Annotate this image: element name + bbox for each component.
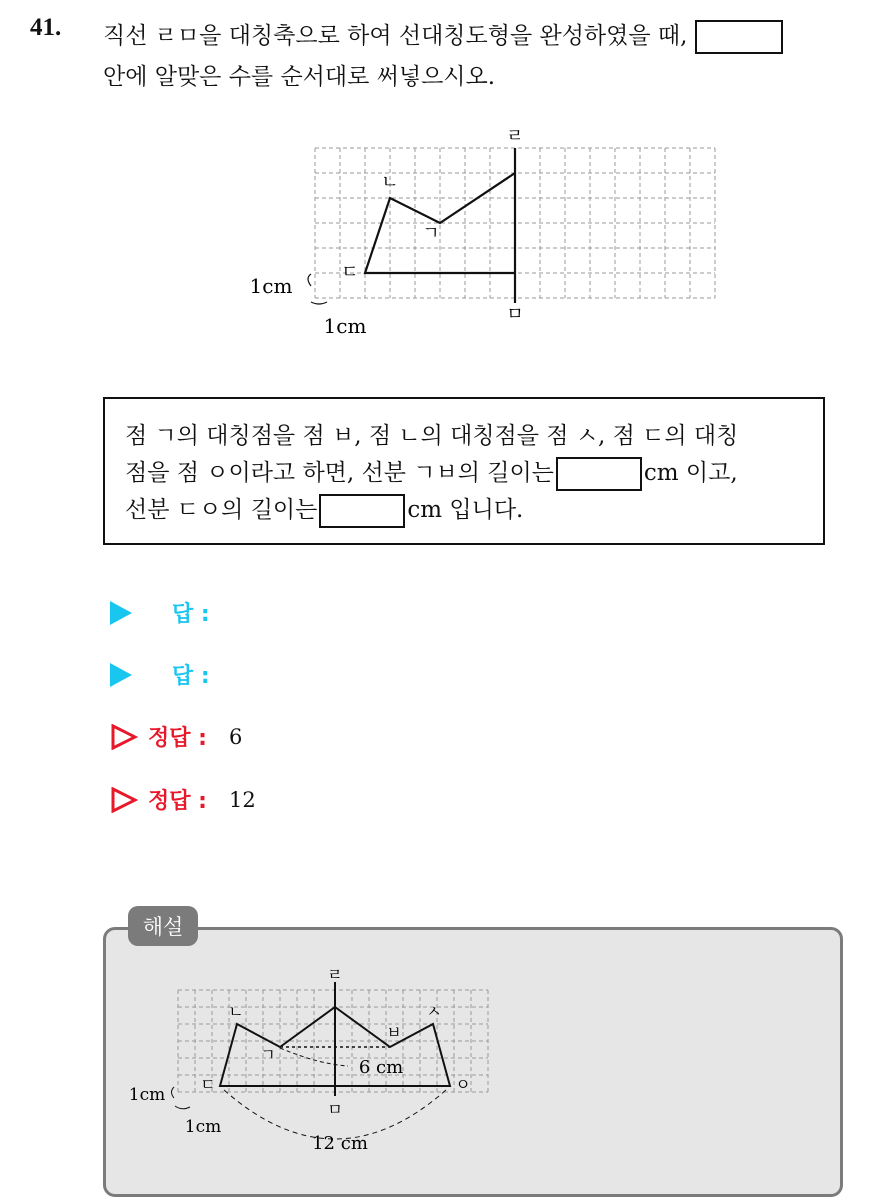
correct-value: 6 <box>228 724 243 749</box>
label-m: ㅁ <box>506 304 524 325</box>
unit-brace <box>308 274 327 304</box>
explanation-figure <box>118 968 508 1158</box>
blank-box <box>695 20 783 54</box>
condition-text-d: cm 입니다. <box>407 497 524 523</box>
condition-text-a: 점을 점 ㅇ이라고 하면, 선분 ㄱㅂ의 길이는 <box>125 460 554 486</box>
answer-label: 답 : <box>172 602 210 627</box>
unit-brace <box>172 1087 191 1109</box>
question-number: 41. <box>30 14 62 41</box>
unit-label-horizontal: 1cm <box>323 314 367 338</box>
label-s: ㅅ <box>426 1002 442 1021</box>
length-do-label: 12 cm <box>312 1133 368 1154</box>
outline-arrow-icon <box>110 787 138 813</box>
play-arrow-icon <box>110 663 132 687</box>
blank-do[interactable] <box>319 494 405 528</box>
condition-line3 <box>125 491 523 528</box>
play-arrow-icon <box>110 601 132 625</box>
answer-row-1 <box>110 597 210 628</box>
answer-row-2 <box>110 659 210 690</box>
question-text: 직선 ㄹㅁ을 대칭축으로 하여 선대칭도형을 완성하였을 때, <box>103 23 688 49</box>
unit-label-horizontal: 1cm <box>184 1117 222 1137</box>
outline-arrow-icon <box>110 724 138 750</box>
correct-row-2 <box>110 784 256 815</box>
condition-line1: 점 ㄱ의 대칭점을 점 ㅂ, 점 ㄴ의 대칭점을 점 ㅅ, 점 ㄷ의 대칭 <box>125 423 739 449</box>
label-m: ㅁ <box>327 1100 343 1119</box>
question-text-line2: 안에 알맞은 수를 순서대로 써넣으시오. <box>103 64 496 90</box>
condition-line2 <box>125 454 738 491</box>
question-figure <box>235 128 735 348</box>
label-o: ㅇ <box>455 1075 471 1094</box>
label-d: ㄷ <box>200 1075 216 1094</box>
correct-label: 정답 : <box>148 789 207 814</box>
condition-text-b: cm 이고, <box>643 460 738 486</box>
condition-text-c: 선분 ㄷㅇ의 길이는 <box>125 497 318 523</box>
length-gb-label: 6 cm <box>358 1057 404 1078</box>
label-n: ㄴ <box>381 172 399 193</box>
answer-label: 답 : <box>172 664 210 689</box>
correct-label: 정답 : <box>148 726 207 751</box>
condition-box <box>103 397 825 545</box>
label-n: ㄴ <box>228 1002 244 1021</box>
correct-value: 12 <box>228 787 256 812</box>
label-g: ㄱ <box>422 223 440 244</box>
label-r: ㄹ <box>327 968 343 984</box>
label-g: ㄱ <box>260 1045 276 1064</box>
explanation-tag: 해설 <box>128 906 198 946</box>
unit-label-vertical: 1cm <box>249 274 293 298</box>
unit-label-vertical: 1cm <box>128 1085 166 1105</box>
label-d: ㄷ <box>341 262 359 283</box>
correct-row-1 <box>110 721 242 752</box>
label-b: ㅂ <box>386 1023 402 1042</box>
question-text-line1 <box>103 17 783 54</box>
label-r: ㄹ <box>506 128 524 147</box>
blank-gb[interactable] <box>556 457 642 491</box>
